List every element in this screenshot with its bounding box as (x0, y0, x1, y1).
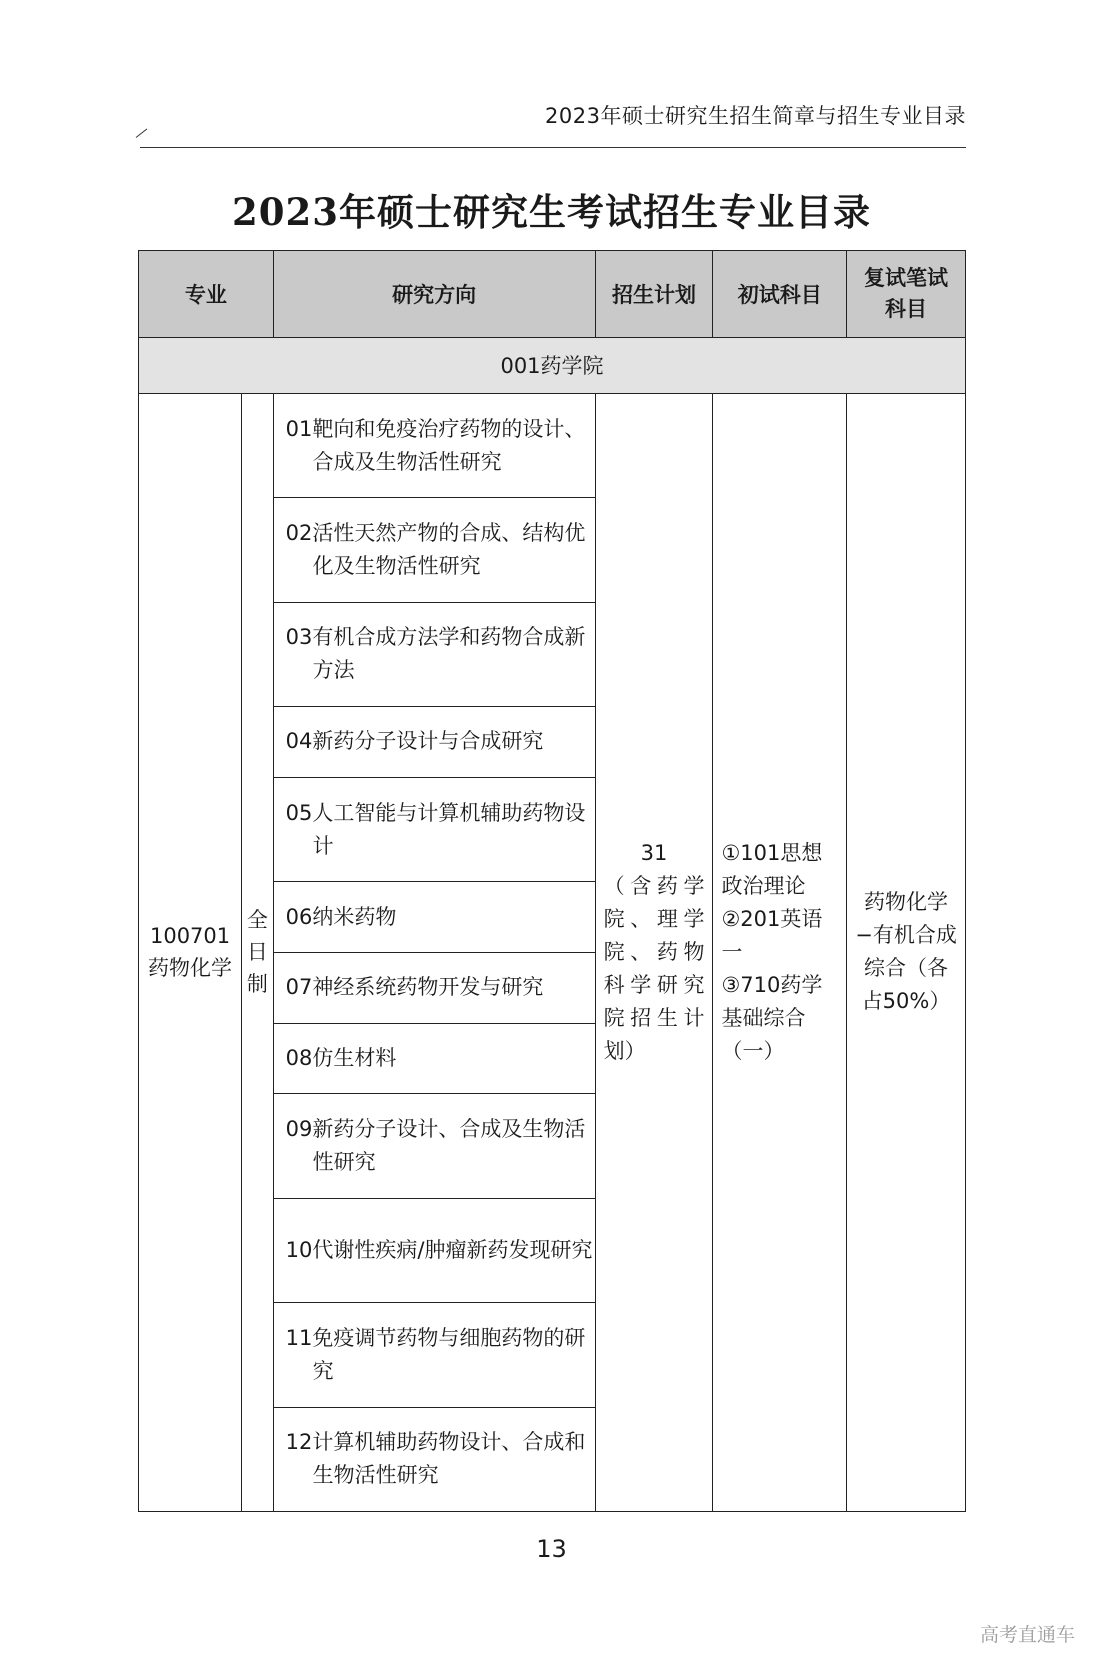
research-direction: 04新药分子设计与合成研究 (273, 707, 595, 778)
header-direction: 研究方向 (273, 251, 595, 338)
research-direction: 12计算机辅助药物设计、合成和生物活性研究 (273, 1407, 595, 1511)
study-mode-cell (242, 393, 274, 1511)
major-cell (139, 393, 242, 1511)
college-name: 001药学院 (139, 338, 966, 394)
study-mode-char: 制 (246, 972, 268, 997)
header-retest: 复试笔试科目 (847, 251, 966, 338)
research-direction: 09新药分子设计、合成及生物活性研究 (273, 1094, 595, 1198)
header-rule (140, 147, 966, 148)
header-initial-exam: 初试科目 (713, 251, 847, 338)
major-name: 药物化学 (148, 956, 233, 981)
research-direction: 11免疫调节药物与细胞药物的研究 (273, 1303, 595, 1407)
study-mode-char: 日 (246, 940, 268, 965)
header-major: 专业 (139, 251, 274, 338)
research-direction: 08仿生材料 (273, 1023, 595, 1094)
initial-exam-item: ②201英语一 (721, 906, 823, 964)
research-direction: 05人工智能与计算机辅助药物设计 (273, 777, 595, 881)
initial-exam-item: ①101思想政治理论 (721, 840, 823, 898)
initial-exam-item: ③710药学基础综合（一） (721, 972, 823, 1063)
table-row (139, 393, 966, 497)
research-direction: 02活性天然产物的合成、结构优化及生物活性研究 (273, 498, 595, 602)
college-row (139, 338, 966, 394)
header-plan: 招生计划 (595, 251, 713, 338)
plan-note: （含药学院、理学院、药物科学研究院招生计划） (603, 873, 705, 1063)
research-direction: 07神经系统药物开发与研究 (273, 952, 595, 1023)
running-header: 2023年硕士研究生招生简章与招生专业目录 (545, 104, 966, 128)
plan-cell (595, 393, 713, 1511)
research-direction: 06纳米药物 (273, 882, 595, 953)
research-direction: 10代谢性疾病/肿瘤新药发现研究 (273, 1198, 595, 1302)
retest-cell: 药物化学−有机合成综合（各占50%） (847, 393, 966, 1511)
major-code: 100701 (149, 924, 231, 949)
catalog-table (138, 250, 966, 1512)
research-direction: 01靶向和免疫治疗药物的设计、合成及生物活性研究 (273, 393, 595, 497)
research-direction: 03有机合成方法学和药物合成新方法 (273, 602, 595, 706)
page-number: 13 (536, 1535, 567, 1563)
study-mode-char: 全 (246, 908, 268, 933)
initial-exam-cell (713, 393, 847, 1511)
plan-number: 31 (640, 840, 668, 865)
watermark: 高考直通车 (979, 1624, 1075, 1646)
page-title: 2023年硕士研究生考试招生专业目录 (232, 190, 871, 234)
table-header-row (139, 251, 966, 338)
